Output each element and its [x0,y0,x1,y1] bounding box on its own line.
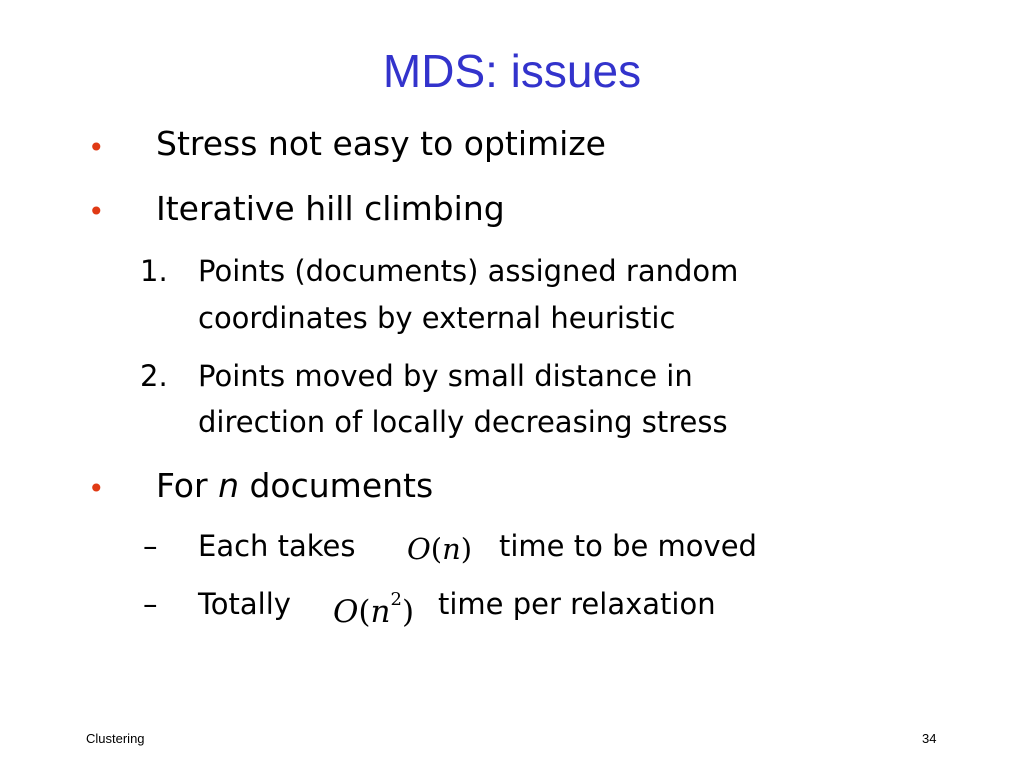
math-n: n [442,532,461,566]
bullet-text-italic: n [218,466,239,505]
numbered-item-line: coordinates by external heuristic [198,301,676,335]
math-paren: ) [460,532,473,566]
math-exponent: 2 [390,588,402,610]
bullet-text [156,466,433,505]
big-o-n-formula [407,532,472,566]
dash-item-text: Totally [198,587,291,621]
dash-item-text: Each takes [198,529,356,563]
math-paren: ) [401,594,415,630]
list-number: 2. [140,359,168,393]
slide-title: MDS: issues [382,45,642,97]
numbered-item-line: direction of locally decreasing stress [198,405,728,439]
math-paren: ( [430,532,443,566]
dash-item-text: time per relaxation [438,587,716,621]
bullet-icon: • [88,472,105,505]
bullet-icon: • [88,195,105,228]
footer-label: Clustering [86,731,145,746]
dash-marker: – [143,529,158,563]
numbered-item-line: Points (documents) assigned random [198,254,739,288]
math-n: n [370,594,391,630]
bullet-icon: • [88,131,105,164]
bullet-text-pre: For [156,466,219,505]
dash-marker: – [143,587,158,621]
page-number: 34 [922,731,937,746]
list-number: 1. [140,254,168,288]
bullet-text: Stress not easy to optimize [156,124,606,163]
math-paren: ( [358,594,371,630]
numbered-item-line: Points moved by small distance in [198,359,693,393]
bullet-text: Iterative hill climbing [156,189,505,228]
math-o: O [407,532,431,566]
big-o-n-squared-formula [333,588,415,630]
dash-item-text: time to be moved [499,529,757,563]
math-o: O [333,594,359,630]
bullet-text-post: documents [238,466,434,505]
